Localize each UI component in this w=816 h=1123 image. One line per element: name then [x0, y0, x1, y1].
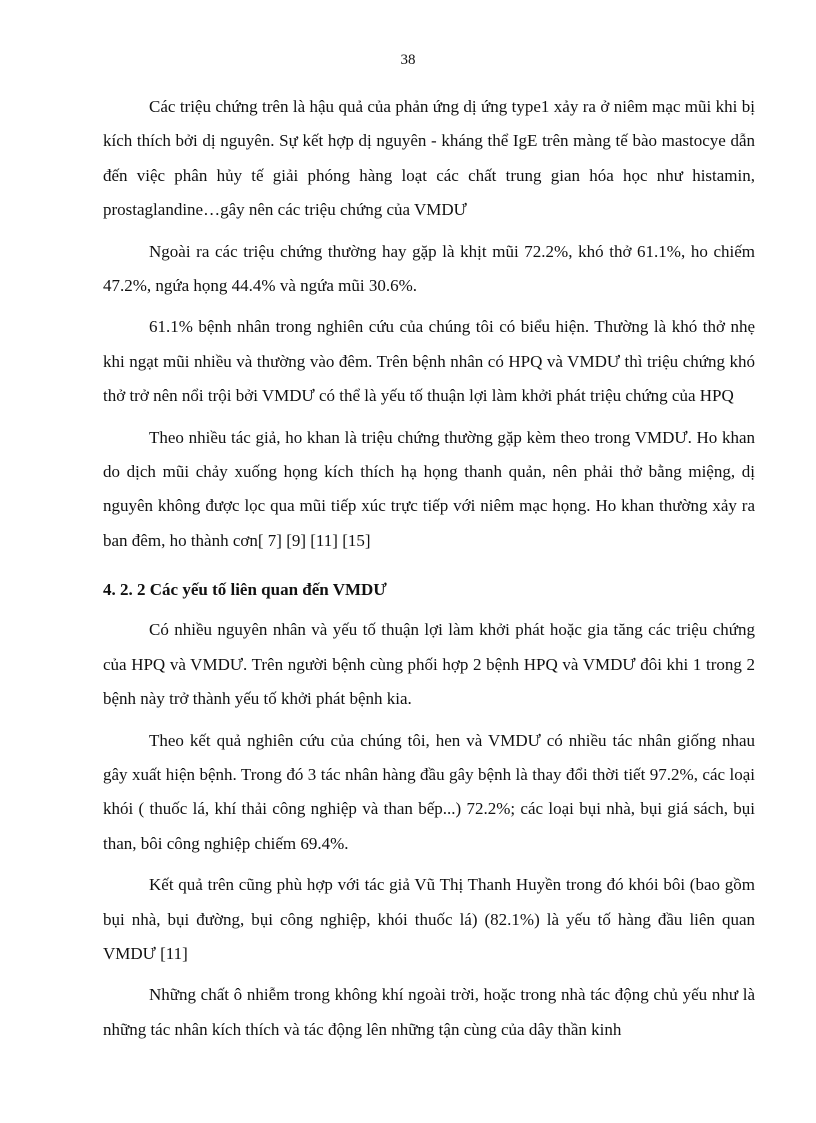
- page-number: 38: [400, 52, 416, 68]
- paragraph: Theo nhiều tác giả, ho khan là triệu chứng thường gặp kèm theo trong VMDƯ. Ho khan do dịch mũi chảy xuống họng kích thích hạ họng thanh quản, nên phải thở bằng miệng, dị nguyên không được lọc qua mũi tiếp xúc trực tiếp với niêm mạc họng. Ho khan thường xảy ra ban đêm, ho thành cơn[ 7] [9] [11] [15]: [103, 427, 755, 550]
- paragraph: Những chất ô nhiễm trong không khí ngoài trời, hoặc trong nhà tác động chủ yếu như là những tác nhân kích thích và tác động lên những tận cùng của dây thần kinh: [103, 985, 755, 1039]
- paragraph: Ngoài ra các triệu chứng thường hay gặp là khịt mũi 72.2%, khó thở 61.1%, ho chiếm 47.2%, ngứa họng 44.4% và ngứa mũi 30.6%.: [103, 241, 755, 296]
- paragraph: Các triệu chứng trên là hậu quả của phản ứng dị ứng type1 xảy ra ở niêm mạc mũi khi bị kích thích bởi dị nguyên. Sự kết hợp dị nguyên - kháng thể IgE trên màng tế bào mastocye dẫn đến việc phân hủy tế giải phóng hàng loạt các chất trung gian hóa học như histamin, prostaglandine…gây nên các triệu chứng của VMDƯ: [103, 97, 755, 220]
- paragraph: Có nhiều nguyên nhân và yếu tố thuận lợi làm khởi phát hoặc gia tăng các triệu chứng của HPQ và VMDƯ. Trên người bệnh cùng phối hợp 2 bệnh HPQ và VMDƯ đôi khi 1 trong 2 bệnh này trở thành yếu tố khởi phát bệnh kia.: [103, 620, 755, 709]
- paragraph: Kết quả trên cũng phù hợp với tác giả Vũ Thị Thanh Huyền trong đó khói bôi (bao gồm bụi nhà, bụi đường, bụi công nghiệp, khói thuốc lá) (82.1%) là yếu tố hàng đầu liên quan VMDƯ [11]: [103, 875, 755, 963]
- paragraph: Theo kết quả nghiên cứu của chúng tôi, hen và VMDƯ có nhiều tác nhân giống nhau gây xuất hiện bệnh. Trong đó 3 tác nhân hàng đầu gây bệnh là thay đổi thời tiết 97.2%, các loại khói ( thuốc lá, khí thải công nghiệp và than bếp...) 72.2%; các loại bụi nhà, bụi giá sách, bụi than, bôi công nghiệp chiếm 69.4%.: [103, 730, 755, 853]
- document-body: [103, 90, 755, 1054]
- paragraph: 61.1% bệnh nhân trong nghiên cứu của chúng tôi có biểu hiện. Thường là khó thở nhẹ khi ngạt mũi nhiều và thường vào đêm. Trên bệnh nhân có HPQ và VMDƯ thì triệu chứng khó thở trở nên nổi trội bởi VMDƯ có thể là yếu tố thuận lợi làm khởi phát triệu chứng của HPQ: [103, 317, 755, 406]
- section-heading: 4. 2. 2 Các yếu tố liên quan đến VMDƯ: [103, 580, 387, 600]
